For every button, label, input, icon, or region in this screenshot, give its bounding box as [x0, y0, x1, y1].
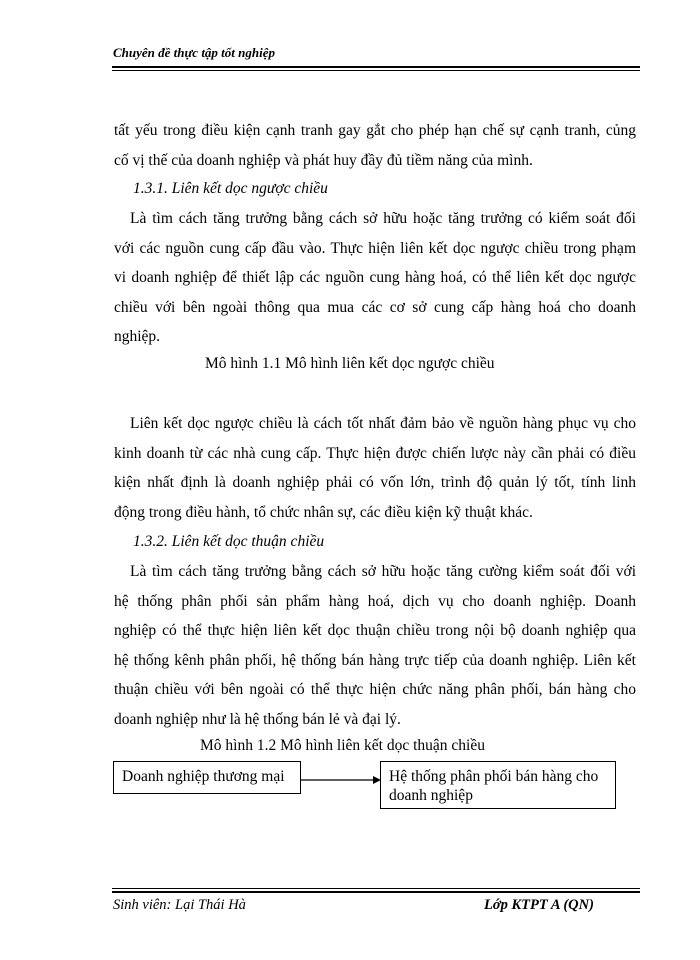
footer-student-name: Sinh viên: Lại Thái Hà [113, 897, 246, 913]
text-line: hệ thống phân phối sản phẩm hàng hoá, dịch vụ cho doanh nghiệp. Doanh [114, 592, 636, 610]
paragraph-forward-integration [114, 557, 636, 735]
figure-caption-1-2: Mô hình 1.2 Mô hình liên kết dọc thuận chiều [200, 737, 485, 754]
text-line: chiều với bên ngoài thông qua mua các cơ sở cung cấp hàng hoá cho doanh [114, 298, 636, 316]
text-line: kiện nhất định là doanh nghiệp phải có vốn lớn, trình độ quản lý tốt, tính linh [114, 474, 636, 492]
header-rule-thin [112, 70, 640, 71]
diagram-box-trading-enterprise [113, 761, 301, 794]
footer-class-name: Lớp KTPT A (QN) [484, 897, 594, 913]
text-line: vi doanh nghiệp để thiết lập các nguồn cung hàng hoá, có thể liên kết dọc ngược [114, 269, 636, 287]
text-line: nghiệp có thể thực hiện liên kết dọc thuận chiều trong nội bộ doanh nghiệp qua [114, 622, 636, 640]
paragraph-backward-benefits [114, 409, 636, 527]
text-line: hệ thống kênh phân phối, hệ thống bán hàng trực tiếp của doanh nghiệp. Liên kết [114, 651, 636, 669]
page-header-title: Chuyên đề thực tập tốt nghiệp [113, 45, 275, 60]
text-line: kinh doanh từ các nhà cung cấp. Thực hiện được chiến lược này cần phải có điều [114, 444, 636, 462]
text-line: Liên kết dọc ngược chiều là cách tốt nhất đảm bảo về nguồn hàng phục vụ cho [130, 415, 636, 432]
paragraph-intro [114, 116, 636, 175]
diagram-arrow [301, 770, 381, 790]
paragraph-backward-integration [114, 204, 636, 352]
footer-rule-thick [112, 891, 640, 893]
footer-rule-thin [112, 888, 640, 889]
text-line: Là tìm cách tăng trưởng bằng cách sở hữu hoặc tăng cường kiểm soát đối với [130, 563, 636, 580]
text-line: doanh nghiệp như là hệ thống bán lẻ và đại lý. [114, 710, 401, 728]
text-line: tất yếu trong điều kiện cạnh tranh gay gắt cho phép hạn chế sự cạnh tranh, củng [114, 122, 636, 139]
text-line: động trong điều hành, tổ chức nhân sự, các điều kiện kỹ thuật khác. [114, 503, 533, 521]
text-line: thuận chiều với bên ngoài có thể thực hiện chức năng phân phối, bán hàng cho [114, 681, 636, 699]
diagram-box-distribution-system [380, 761, 616, 809]
text-line: Là tìm cách tăng trưởng bằng cách sở hữu hoặc tăng trưởng có kiểm soát đối [130, 210, 636, 227]
diagram-box-label: Hệ thống phân phối bán hàng cho doanh nghiệp [389, 768, 599, 804]
diagram-box-label: Doanh nghiệp thương mại [122, 768, 285, 785]
header-rule-thick [112, 66, 640, 68]
section-heading-1-3-1: 1.3.1. Liên kết dọc ngược chiều [133, 180, 328, 197]
section-heading-1-3-2: 1.3.2. Liên kết dọc thuận chiều [133, 533, 325, 550]
text-line: với các nguồn cung cấp đầu vào. Thực hiện liên kết dọc ngược chiều trong phạm [114, 239, 636, 257]
text-line: cố vị thế của doanh nghiệp và phát huy đầy đủ tiềm năng của mình. [114, 151, 533, 169]
text-line: nghiệp. [114, 328, 161, 346]
figure-caption-1-1: Mô hình 1.1 Mô hình liên kết dọc ngược chiều [205, 355, 495, 372]
